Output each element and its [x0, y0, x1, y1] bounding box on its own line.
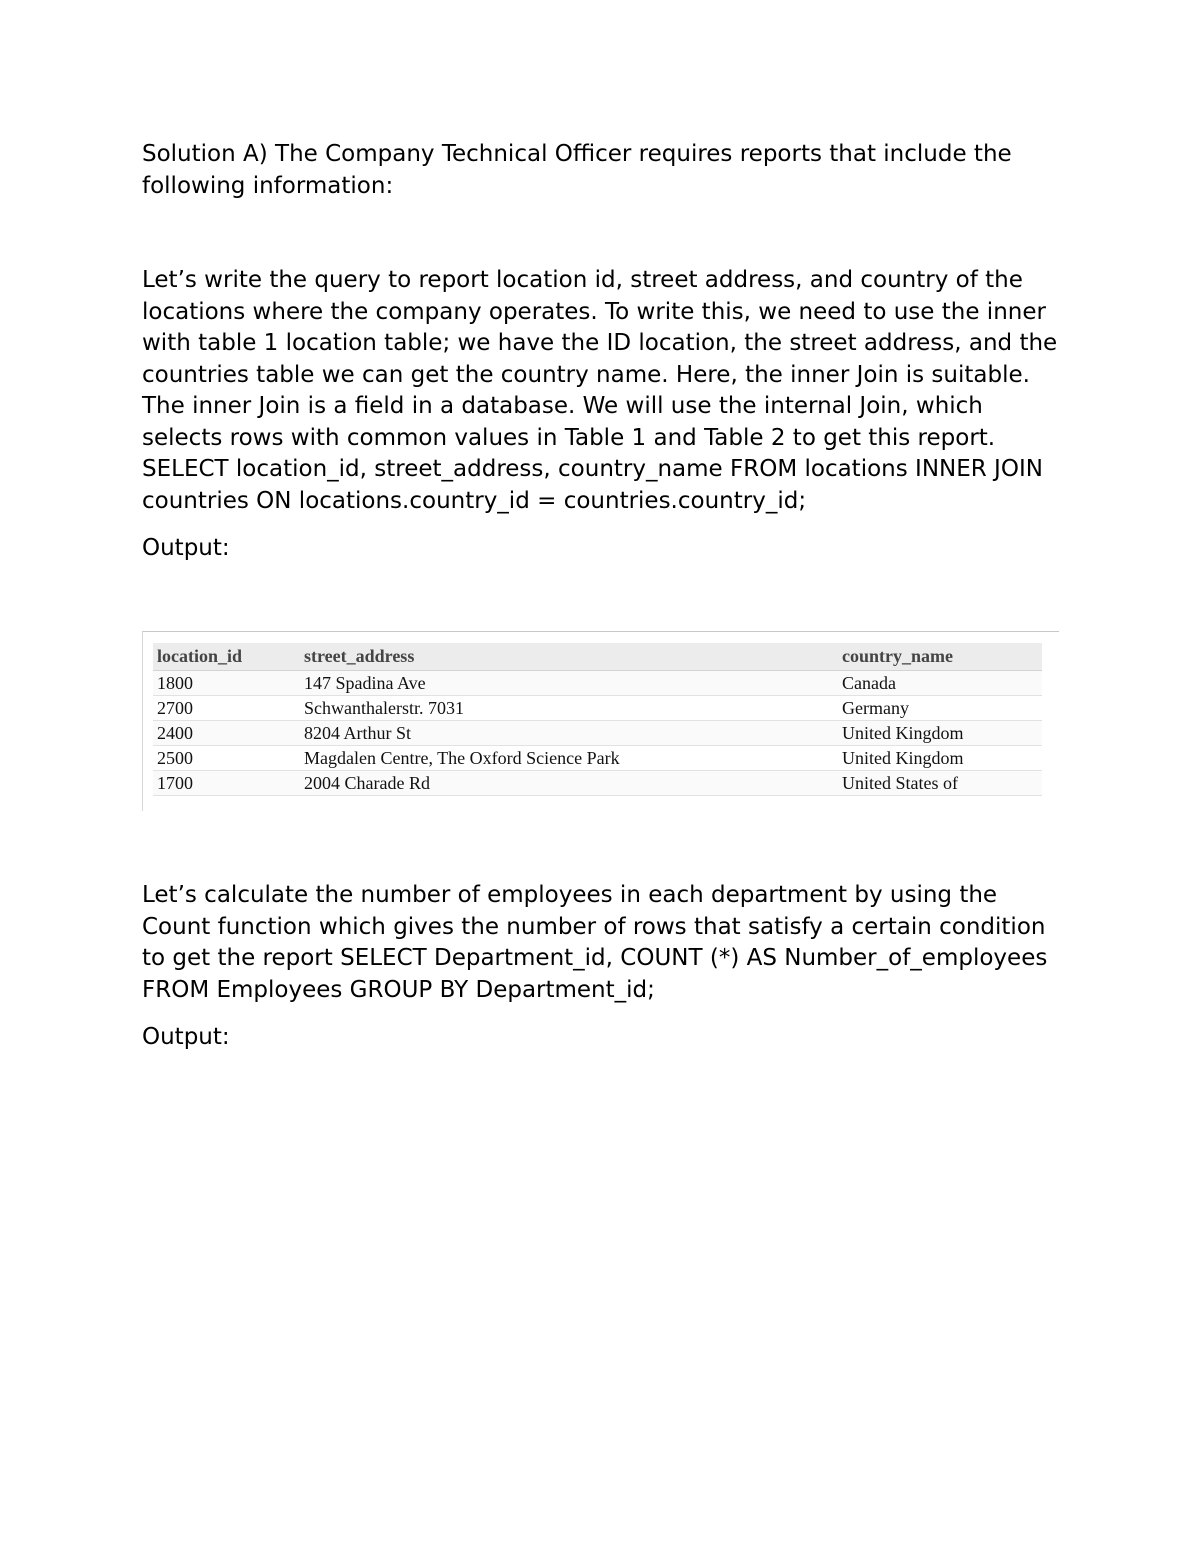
solution-heading: Solution A) The Company Technical Officer requires reports that include the following information: [142, 141, 1012, 199]
cell-street-address: 8204 Arthur St [300, 721, 838, 746]
table-row [153, 696, 1042, 721]
cell-location-id: 2400 [153, 721, 300, 746]
section-a [142, 139, 1062, 565]
cell-location-id: 1700 [153, 771, 300, 796]
cell-street-address: Schwanthalerstr. 7031 [300, 696, 838, 721]
cell-country-name: Canada [838, 671, 1042, 696]
section-b [142, 880, 1062, 1054]
table-row [153, 671, 1042, 696]
table-row [153, 721, 1042, 746]
result-table [153, 643, 1042, 796]
query-result-screenshot [142, 631, 1059, 811]
cell-location-id: 2500 [153, 746, 300, 771]
output-label: Output: [142, 535, 230, 561]
cell-street-address: 2004 Charade Rd [300, 771, 838, 796]
cell-street-address: Magdalen Centre, The Oxford Science Park [300, 746, 838, 771]
table-row [153, 746, 1042, 771]
table-row [153, 771, 1042, 796]
cell-street-address: 147 Spadina Ave [300, 671, 838, 696]
column-header-street-address: street_address [300, 643, 838, 671]
query-explanation-paragraph: Let’s write the query to report location id, street address, and country of the locations where the company operates. To write this, we need to use the inner with table 1 location table; we have the ID location, the street address, and the countries table we can get the country name. Here, the inner Join is suitable. The inner Join is a field in a database. We will use the internal Join, which selects rows with common values in Table 1 and Table 2 to get this report. SELECT location_id, street_address, country_name FROM locations INNER JOIN countries ON locations.country_id = countries.country_id; [142, 267, 1058, 514]
column-header-location-id: location_id [153, 643, 300, 671]
count-explanation-paragraph: Let’s calculate the number of employees in each department by using the Count function which gives the number of rows that satisfy a certain condition to get the report SELECT Department_id, COUNT (*) AS Number_of_employees FROM Employees GROUP BY Department_id; [142, 882, 1048, 1003]
cell-country-name: United Kingdom [838, 746, 1042, 771]
output-label: Output: [142, 1024, 230, 1050]
cell-country-name: United Kingdom [838, 721, 1042, 746]
cell-country-name: United States of [838, 771, 1042, 796]
table-header-row [153, 643, 1042, 671]
cell-country-name: Germany [838, 696, 1042, 721]
cell-location-id: 2700 [153, 696, 300, 721]
cell-location-id: 1800 [153, 671, 300, 696]
column-header-country-name: country_name [838, 643, 1042, 671]
